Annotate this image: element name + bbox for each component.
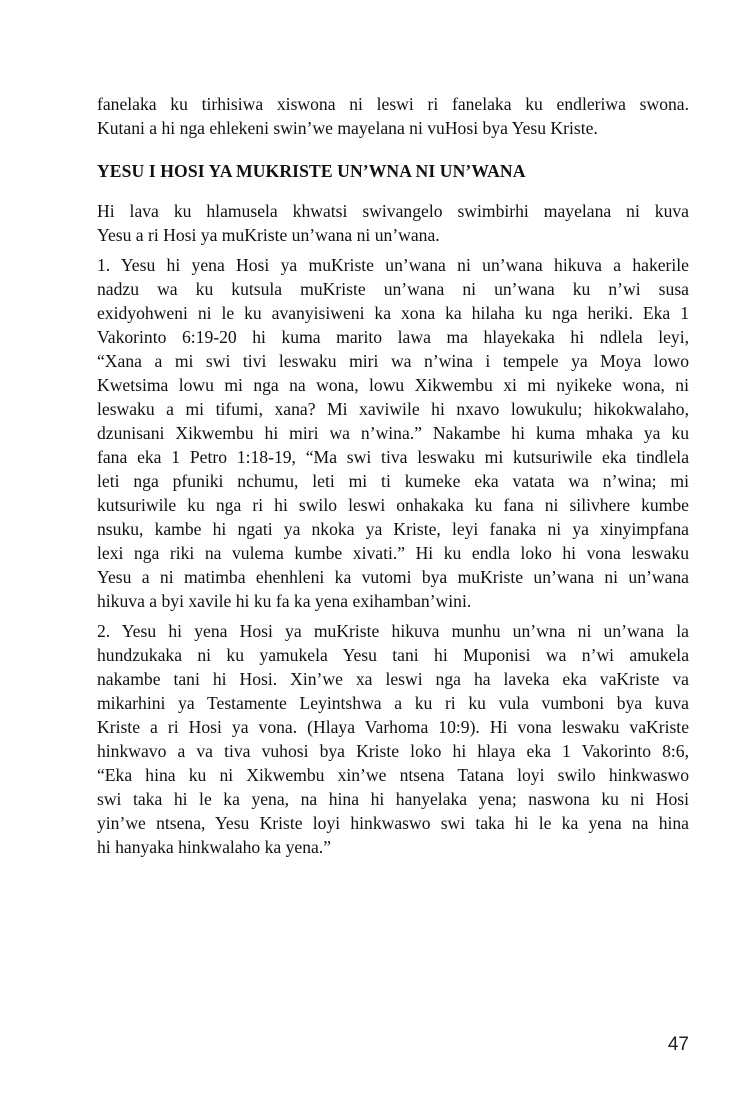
text-line: dzunisani Xikwembu hi miri wa n’wina.” Nakambe hi kuma mhaka ya ku xyxy=(97,423,689,443)
text-line: hikuva a byi xavile hi ku fa ka yena exihamban’wini. xyxy=(97,591,472,611)
text-line: hundzukaka ni ku yamukela Yesu tani hi Muponisi wa n’wi amukela xyxy=(97,645,689,665)
paragraph-purpose xyxy=(97,199,689,247)
paragraph-point-1 xyxy=(97,253,689,613)
text-line: hinkwavo a va tiva vuhosi bya Kriste loko hi hlaya eka 1 Vakorinto 8:6, xyxy=(97,741,689,761)
text-line: fana eka 1 Petro 1:18-19, “Ma swi tiva leswaku mi kutsuriwile eka tindlela xyxy=(97,447,689,467)
text-line: Kutani a hi nga ehlekeni swin’we mayelana ni vuHosi bya Yesu Kriste. xyxy=(97,118,598,138)
text-line: swi taka hi le ka yena, na hina hi hanyelaka yena; naswona ku ni Hosi xyxy=(97,789,689,809)
text-line: nadzu wa ku kutsula muKriste un’wana ni un’wana ku n’wi susa xyxy=(97,279,689,299)
text-line: leti nga pfuniki nchumu, leti mi ti kumeke eka vatata wa n’wina; mi xyxy=(97,471,689,491)
text-line: nsuku, kambe hi ngati ya nkoka ya Kriste, leyi fanaka ni ya xinyimpfana xyxy=(97,519,689,539)
text-line: Kriste a ri Hosi ya vona. (Hlaya Varhoma 10:9). Hi vona leswaku vaKriste xyxy=(97,717,689,737)
text-line: 1. Yesu hi yena Hosi ya muKriste un’wana ni un’wana hikuva a hakerile xyxy=(97,255,689,275)
paragraph-point-2 xyxy=(97,619,689,859)
text-line: mikarhini ya Testamente Leyintshwa a ku ri ku vula vumboni bya kuva xyxy=(97,693,689,713)
text-line: Yesu a ni matimba ehenhleni ka vutomi bya muKriste un’wana ni un’wana xyxy=(97,567,689,587)
text-line: “Eka hina ku ni Xikwembu xin’we ntsena Tatana loyi swilo hinkwaswo xyxy=(97,765,689,785)
text-line: lexi nga riki na vulema kumbe xivati.” Hi ku endla loko hi vona leswaku xyxy=(97,543,689,563)
text-line: 2. Yesu hi yena Hosi ya muKriste hikuva munhu un’wna ni un’wana la xyxy=(97,621,689,641)
text-line: kutsuriwile ku nga ri hi swilo leswi onhakaka ku fana ni silivhere kumbe xyxy=(97,495,689,515)
section-heading: YESU I HOSI YA MUKRISTE UN’WNA NI UN’WANA xyxy=(97,161,526,181)
text-line: Vakorinto 6:19-20 hi kuma marito lawa ma hlayekaka hi ndlela leyi, xyxy=(97,327,689,347)
paragraph-intro xyxy=(97,92,689,140)
page-body xyxy=(97,92,689,865)
text-line: fanelaka ku tirhisiwa xiswona ni leswi ri fanelaka ku endleriwa swona. xyxy=(97,94,689,114)
text-line: Yesu a ri Hosi ya muKriste un’wana ni un’wana. xyxy=(97,225,440,245)
text-line: hi hanyaka hinkwalaho ka yena.” xyxy=(97,837,332,857)
text-line: Hi lava ku hlamusela khwatsi swivangelo swimbirhi mayelana ni kuva xyxy=(97,201,689,221)
text-line: nakambe tani hi Hosi. Xin’we xa leswi nga ha laveka eka vaKriste va xyxy=(97,669,689,689)
text-line: Kwetsima lowu mi nga na wona, lowu Xikwembu xi mi nyikeke wona, ni xyxy=(97,375,689,395)
text-line: leswaku a mi tifumi, xana? Mi xaviwile hi nxavo lowukulu; hikokwalaho, xyxy=(97,399,689,419)
text-line: exidyohweni ni le ku avanyisiweni ka xona ka hilaha ku nga heriki. Eka 1 xyxy=(97,303,689,323)
text-line: yin’we ntsena, Yesu Kriste loyi hinkwaswo swi taka hi le ka yena na hina xyxy=(97,813,689,833)
text-line: “Xana a mi swi tivi leswaku miri wa n’wina i tempele ya Moya lowo xyxy=(97,351,689,371)
page-number: 47 xyxy=(667,1034,689,1055)
